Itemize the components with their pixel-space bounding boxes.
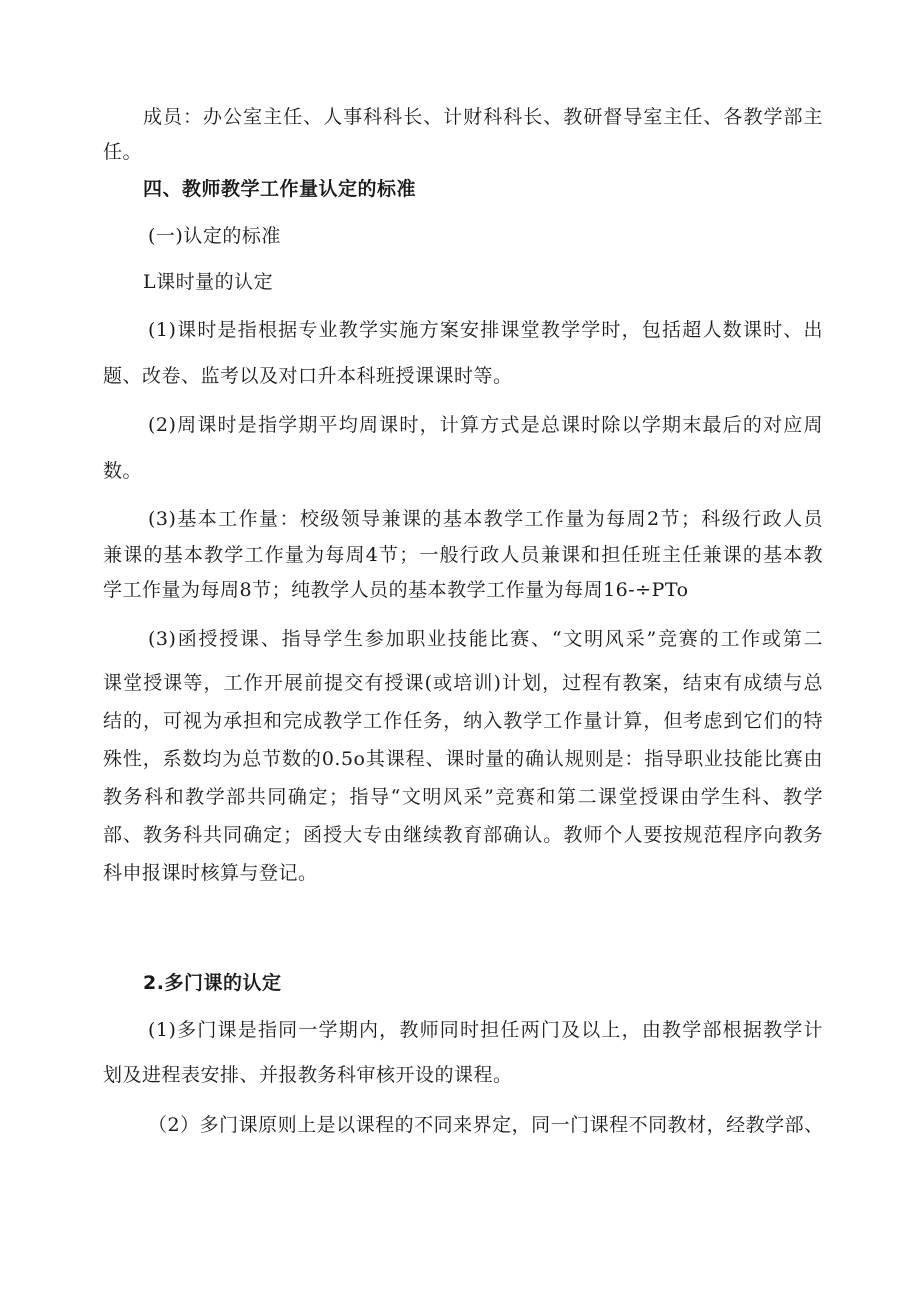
paragraph-3-cont xyxy=(103,538,823,608)
text-line: 题、改卷、监考以及对口升本科班授课课时等。 xyxy=(103,365,513,387)
text-line: (2)周课时是指学期平均周课时，计算方式是总课时除以学期末最后的对应周 xyxy=(148,414,823,436)
text-line: 学工作量为每周8节；纯教学人员的基本教学工作量为每周16-÷PTo xyxy=(103,579,689,601)
paragraph-4-cont xyxy=(103,664,823,892)
paragraph-5 xyxy=(148,1013,823,1048)
text-line: 课堂授课等，工作开展前提交有授课(或培训)计划，过程有教案，结束有成绩与总 xyxy=(103,672,823,694)
paragraph-3 xyxy=(148,502,823,537)
section-heading: 四、教师教学工作量认定的标准 xyxy=(143,178,417,200)
subsection-heading: (一)认定的标准 xyxy=(148,225,281,247)
members-paragraph-cont xyxy=(103,135,823,170)
members-paragraph xyxy=(143,100,823,135)
text-line: 部、教务科共同确定；函授大专由继续教育部确认。教师个人要按规范程序向教务 xyxy=(103,824,823,846)
text-line: (1)课时是指根据专业教学实施方案安排课堂教学学时，包括超人数课时、出 xyxy=(148,319,823,341)
text-line: 殊性，系数均为总节数的0.5o其课程、课时量的确认规则是：指导职业技能比赛由 xyxy=(103,748,823,770)
text-line: 教务科和教学部共同确定；指导“文明风采”竞赛和第二课堂授课由学生科、教学 xyxy=(103,786,823,808)
paragraph-6 xyxy=(148,1108,823,1143)
text-line: (1)多门课是指同一学期内，教师同时担任两门及以上，由教学部根据教学计 xyxy=(148,1019,823,1041)
paragraph-2-cont xyxy=(103,454,823,489)
text-line: 结的，可视为承担和完成教学工作任务，纳入教学工作量计算，但考虑到它们的特 xyxy=(103,710,823,732)
text-line: (3)函授授课、指导学生参加职业技能比赛、“文明风采”竞赛的工作或第二 xyxy=(148,628,823,650)
paragraph-5-cont xyxy=(103,1058,823,1093)
item-heading: 2.多门课的认定 xyxy=(143,972,282,994)
text-line: 数。 xyxy=(103,460,143,482)
text-line: 兼课的基本教学工作量为每周4节；一般行政人员兼课和担任班主任兼课的基本教 xyxy=(103,544,823,566)
item-heading: L课时量的认定 xyxy=(143,271,274,293)
text-line: (3)基本工作量：校级领导兼课的基本教学工作量为每周2节；科级行政人员 xyxy=(148,508,823,530)
text-line: 科申报课时核算与登记。 xyxy=(103,862,318,884)
paragraph-1 xyxy=(148,313,823,348)
paragraph-1-cont xyxy=(103,359,823,394)
text-line: 划及进程表安排、并报教务科审核开设的课程。 xyxy=(103,1064,513,1086)
paragraph-4 xyxy=(148,622,823,657)
text-line: （2）多门课原则上是以课程的不同来界定，同一门课程不同教材，经教学部、 xyxy=(148,1114,824,1136)
paragraph-2 xyxy=(148,408,823,443)
text-line: 成员：办公室主任、人事科科长、计财科科长、教研督导室主任、各教学部主 xyxy=(143,106,823,128)
text-line: 任。 xyxy=(103,141,143,163)
